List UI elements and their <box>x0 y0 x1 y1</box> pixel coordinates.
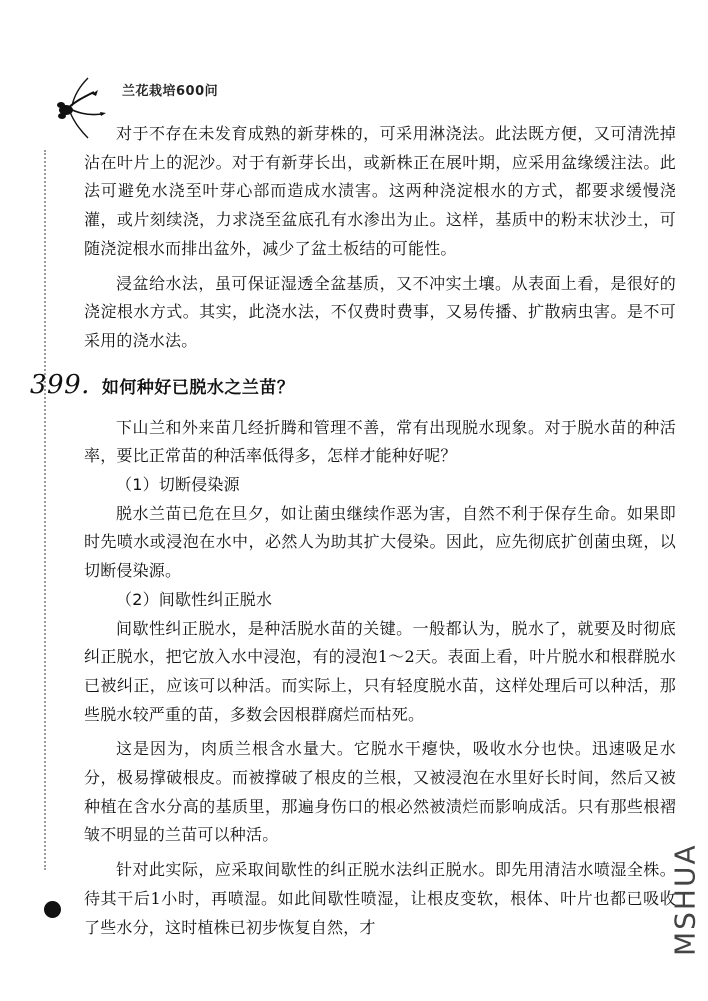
section-number: 399. <box>30 369 90 400</box>
body-paragraph: 脱水兰苗已危在旦夕，如让菌虫继续作恶为害，自然不利于保存生命。如果即时先喷水或浸泡在水中，必然人为助其扩大侵染。因此，应先彻底扩创菌虫斑，以切断侵染源。 <box>84 503 676 581</box>
section-heading <box>30 370 676 404</box>
subheading-1: （1）切断侵染源 <box>116 475 240 495</box>
section-title: 如何种好已脱水之兰苗？ <box>101 377 295 398</box>
body-paragraph: 针对此实际，应采取间歇性的纠正脱水法纠正脱水。即先用清洁水喷湿全株。待其干后1小时，再喷湿。如此间歇性喷湿，让根皮变软，根体、叶片也都已吸收了些水分，这时植株已初步恢复自然，才 <box>84 860 676 937</box>
watermark: MSHUA <box>668 843 702 957</box>
body-paragraph: 下山兰和外来苗几经折腾和管理不善，常有出现脱水现象。对于脱水苗的种活率，要比正常苗的种活率低得多，怎样才能种好呢？ <box>84 417 676 466</box>
body-paragraph: 对于不存在未发育成熟的新芽株的，可采用淋浇法。此法既方便，又可清洗掉沾在叶片上的泥沙。对于有新芽长出，或新株正在展叶期，应采用盆缘缓注法。此法可避免水浇至叶芽心部而造成水渍害。这两种浇淀根水的方式，都要求缓慢浇灌，或片刻续浇，力求浇至盆底孔有水渗出为止。这样，基质中的粉末状沙土，可随浇淀根水而排出盆外，减少了盆土板结的可能性。 <box>84 124 676 258</box>
running-title: 兰花栽培600问 <box>122 84 219 99</box>
margin-dotted-rule <box>44 150 46 870</box>
body-paragraph: 浸盆给水法，虽可保证湿透全盆基质，又不冲实土壤。从表面上看，是很好的浇淀根水方式。其实，此浇水法，不仅费时费事，又易传播、扩散病虫害。是不可采用的浇水法。 <box>84 273 676 350</box>
body-paragraph: 间歇性纠正脱水，是种活脱水苗的关键。一般都认为，脱水了，就要及时彻底纠正脱水，把它放入水中浸泡，有的浸泡1～2天。表面上看，叶片脱水和根群脱水已被纠正，应该可以种活。而实际上，只有轻度脱水苗，这样处理后可以种活，那些脱水较严重的苗，多数会因根群腐烂而枯死。 <box>84 618 676 724</box>
page-content <box>30 120 676 942</box>
body-paragraph: 这是因为，肉质兰根含水量大。它脱水干瘪快，吸收水分也快。迅速吸足水分，极易撑破根皮。而被撑破了根皮的兰根，又被浸泡在水里好长时间，然后又被种植在含水分高的基质里，那遍身伤口的根必然被渍烂而影响成活。只有那些根褶皱不明显的兰苗可以种活。 <box>84 739 676 845</box>
subheading-2: （2）间歇性纠正脱水 <box>116 589 273 609</box>
margin-dot <box>44 901 61 918</box>
